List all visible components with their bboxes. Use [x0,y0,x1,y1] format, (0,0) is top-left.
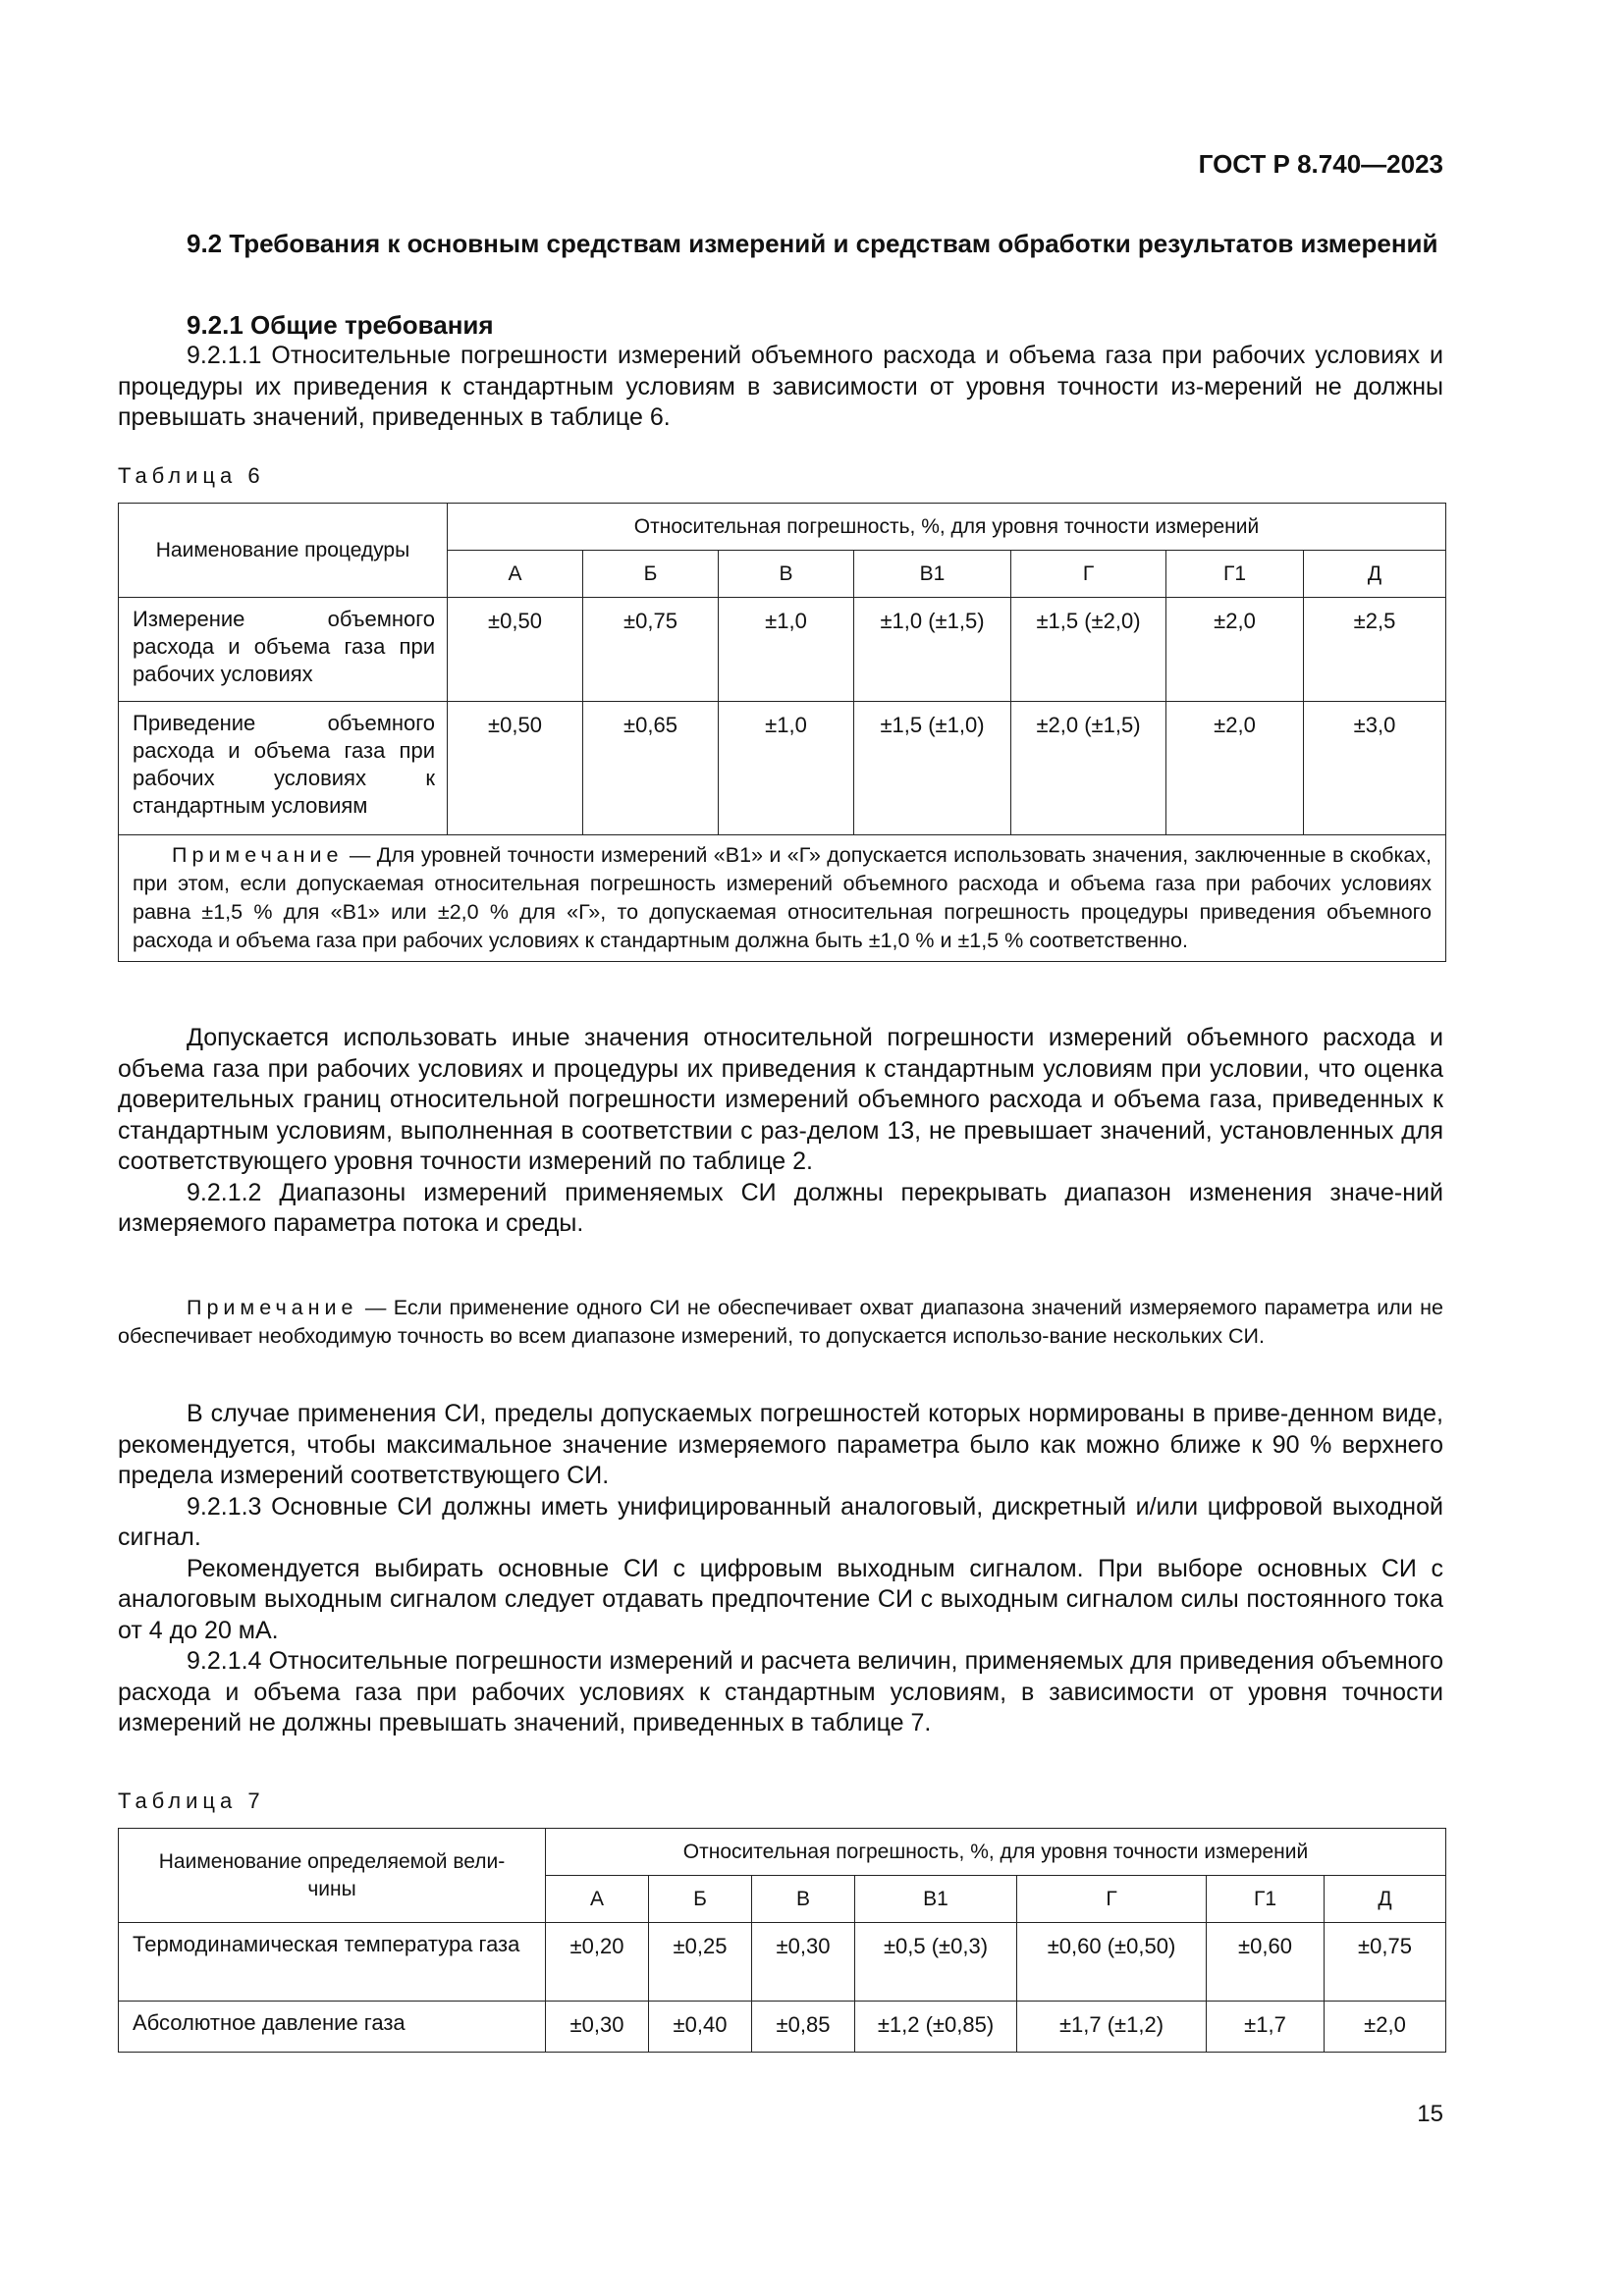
table7-row-name: Абсолютное давление газа [119,2002,546,2053]
table7-cell: ±0,60 (±0,50) [1017,1923,1207,2002]
table6-cell: ±2,0 [1166,598,1304,702]
table6-cell: ±0,75 [583,598,719,702]
heading-9-2: 9.2 Требования к основным средствам измерений и средствам обработки результатов измерений [187,229,1438,258]
paragraph-9-2-1-1: 9.2.1.1 Относительные погрешности измерений объемного расхода и объема газа при рабочих условиях и процедуры их приведения к стандартным условиям в зависимости от уровня точности из-мерений не должны превышать значений, приведенных в таблице 6. [118,342,1443,431]
table7-level: Д [1325,1876,1446,1923]
heading-9-2-1: 9.2.1 Общие требования [187,310,494,340]
body-text-block-2 [118,1399,1443,1739]
table6-level: А [448,551,583,598]
table6-level: Г1 [1166,551,1304,598]
body-text-block-1 [118,1023,1443,1240]
table6-level: Д [1304,551,1446,598]
table7-level: В [752,1876,855,1923]
table6-note-text: — Для уровней точности измерений «В1» и «Г» допускается использовать значения, заключенные в скобках, при этом, если допускаемая относительная погрешность измерений объемного расхода и объема газа при рабочих условиях равна ±1,5 % для «В1» или ±2,0 % для «Г», то допускаемая относительная погрешность процедуры приведения объемного расхода и объема газа при рабочих условиях к стандартным должна быть ±1,0 % и ±1,5 % соответственно. [133,843,1433,952]
paragraph-reduced: В случае применения СИ, пределы допускаемых погрешностей которых нормированы в приве-денном виде, рекомендуется, чтобы максимальное значение измеряемого параметра было как можно ближе к 90 % верхнего предела измерений соответствующего СИ. [118,1400,1443,1489]
table-row [119,702,1446,835]
table7-row-name: Термодинамическая температура газа [119,1923,546,2002]
paragraph-9-2-1-2: 9.2.1.2 Диапазоны измерений применяемых СИ должны перекрывать диапазон изменения значе-ний измеряемого параметра потока и среды. [118,1178,1443,1237]
table6-cell: ±3,0 [1304,702,1446,835]
table7-caption: Таблица 7 [118,1789,265,1813]
table7-cell: ±0,20 [546,1923,649,2002]
page-number: 15 [1417,2101,1443,2127]
table-row [119,598,1446,702]
table6-caption: Таблица 6 [118,463,265,488]
table7-cell: ±0,40 [649,2002,752,2053]
table6-note [119,835,1446,962]
table7-level: В1 [855,1876,1017,1923]
table7-cell: ±0,85 [752,2002,855,2053]
paragraph-allowed: Допускается использовать иные значения относительной погрешности измерений объемного расхода и объема газа при рабочих условиях и процедуры их приведения к стандартным условиям при условии, что оценка доверительных границ относительной погрешности измерений объемного расхода и объема газа, приведенных к стандартным условиям, выполненная в соответствии с раз-делом 13, не превышает значений, установленных для соответствующего уровня точности измерений по таблице 2. [118,1024,1443,1175]
note-2 [118,1294,1443,1351]
table6-level: Б [583,551,719,598]
table6-cell: ±0,50 [448,598,583,702]
table7-cell: ±0,75 [1325,1923,1446,2002]
table6-name-header: Наименование процедуры [119,504,448,598]
table6-cell: ±2,5 [1304,598,1446,702]
table6-cell: ±1,0 (±1,5) [854,598,1011,702]
note2-text: — Если применение одного СИ не обеспечивает охват диапазона значений измеряемого параметра или не обеспечивает необходимую точность во всем диапазоне измерений, то допускается использо-вание нескольких СИ. [118,1296,1443,1348]
table7-cell: ±0,30 [546,2002,649,2053]
table7 [118,1828,1446,2053]
paragraph-9-2-1-3: 9.2.1.3 Основные СИ должны иметь унифицированный аналоговый, дискретный и/или цифровой выходной сигнал. [118,1492,1443,1551]
table7-level: Г1 [1207,1876,1325,1923]
table7-cell: ±2,0 [1325,2002,1446,2053]
table-row [119,1923,1446,2002]
table7-cell: ±1,7 (±1,2) [1017,2002,1207,2053]
table7-cell: ±0,30 [752,1923,855,2002]
table7-cell: ±1,2 (±0,85) [855,2002,1017,2053]
table-row [119,2002,1446,2053]
table6-cell: ±0,50 [448,702,583,835]
table6-cell: ±1,0 [719,598,854,702]
table6-cell: ±0,65 [583,702,719,835]
table6-row-name: Измерение объемного расхода и объема газа при рабочих условиях [119,598,448,702]
table7-name-header: Наименование определяемой вели- чины [119,1829,546,1923]
standard-code: ГОСТ Р 8.740—2023 [1198,149,1443,179]
table7-cell: ±0,60 [1207,1923,1325,2002]
paragraph-9-2-1-4: 9.2.1.4 Относительные погрешности измерений и расчета величин, применяемых для приведения объемного расхода и объема газа при рабочих условиях к стандартным условиям, в зависимости от уровня точности измерений не должны превышать значений, приведенных в таблице 7. [118,1647,1443,1736]
table7-level: Г [1017,1876,1207,1923]
table6-row-name: Приведение объемного расхода и объема газа при рабочих условиях к стандартным условиям [119,702,448,835]
paragraph-recommend: Рекомендуется выбирать основные СИ с цифровым выходным сигналом. При выборе основных СИ с аналоговым выходным сигналом следует отдавать предпочтение СИ с выходным сигналом силы постоянного тока от 4 до 20 мА. [118,1554,1443,1644]
table7-group-header: Относительная погрешность, %, для уровня точности измерений [546,1829,1446,1876]
table7-level: А [546,1876,649,1923]
table6-cell: ±2,0 [1166,702,1304,835]
note2-label: Примечание [187,1296,358,1319]
table6-group-header: Относительная погрешность, %, для уровня точности измерений [448,504,1446,551]
table7-cell: ±1,7 [1207,2002,1325,2053]
table7-cell: ±0,5 (±0,3) [855,1923,1017,2002]
table6-level: В1 [854,551,1011,598]
table6-cell: ±1,0 [719,702,854,835]
table6-note-label: Примечание [172,843,344,867]
table7-level: Б [649,1876,752,1923]
table6-level: Г [1011,551,1166,598]
table6-level: В [719,551,854,598]
table6-cell: ±1,5 (±1,0) [854,702,1011,835]
table6 [118,503,1446,962]
table7-cell: ±0,25 [649,1923,752,2002]
table6-cell: ±1,5 (±2,0) [1011,598,1166,702]
table6-cell: ±2,0 (±1,5) [1011,702,1166,835]
